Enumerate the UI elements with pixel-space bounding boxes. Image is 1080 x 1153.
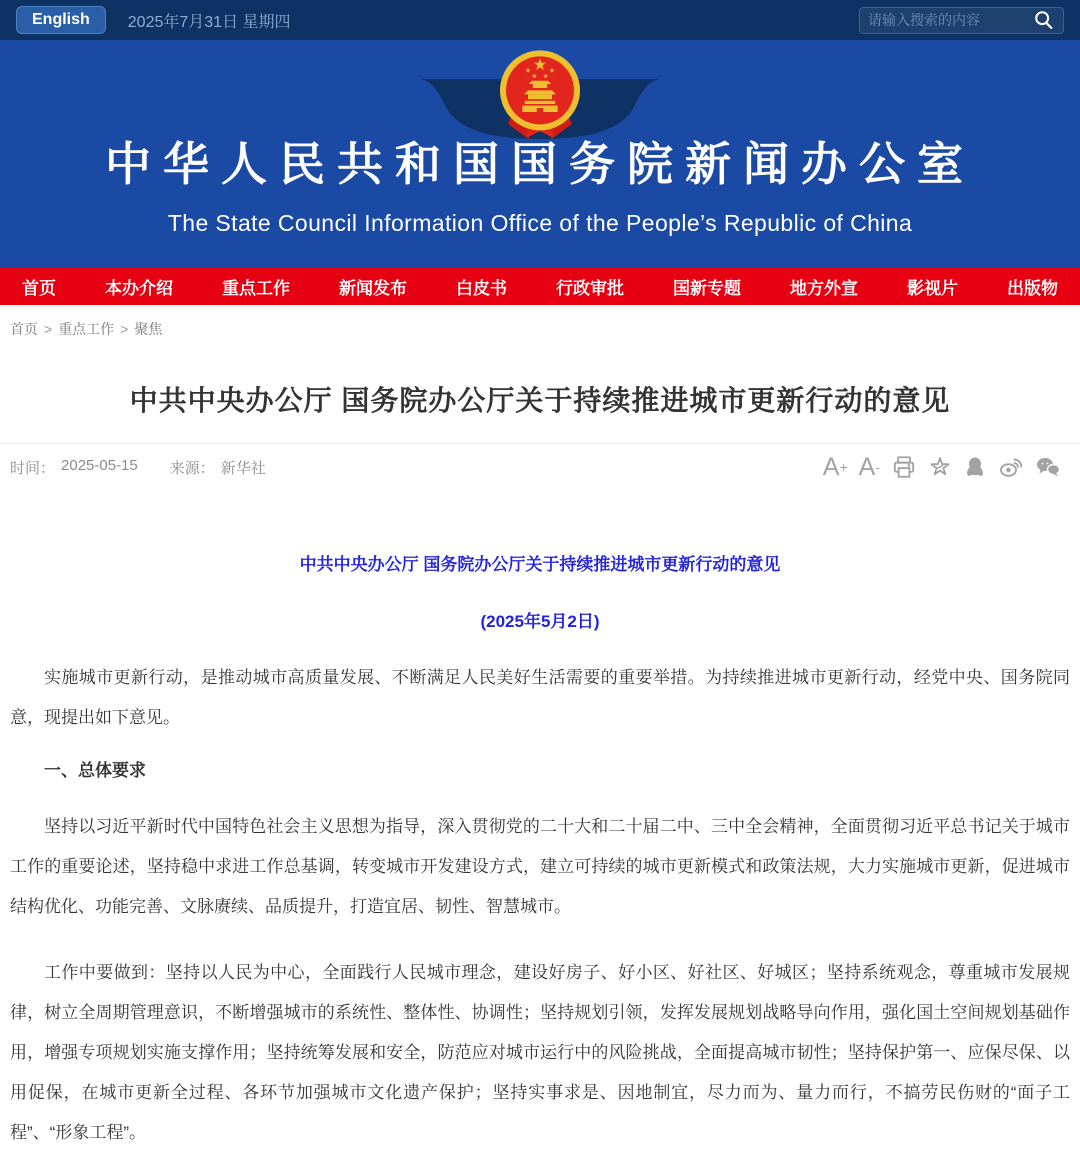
nav-item-about[interactable]: 本办介绍 [101, 274, 177, 299]
print-button[interactable] [891, 454, 917, 480]
nav-item-key-work[interactable]: 重点工作 [218, 274, 294, 299]
nav-item-special-topics[interactable]: 国新专题 [669, 274, 745, 299]
paragraph-work-principles: 工作中要做到：坚持以人民为中心，全面践行人民城市理念，建设好房子、好小区、好社区、好城区；坚持系统观念，尊重城市发展规律，树立全周期管理意识，不断增强城市的系统性、整体性、协调性；坚持规划引领，发挥发展规划战略导向作用，强化国土空间规划基础作用，增强专项规划实施支撑作用；坚持统筹发展和安全，防范应对城市运行中的风险挑战，全面提高城市韧性；坚持保护第一、应保尽保、以用促保，在城市更新全过程、各环节加强城市文化遗产保护；坚持实事求是、因地制宜，尽力而为、量力而行，不搞劳民伤财的“面子工程”、“形象工程”。 [10, 963, 1070, 1142]
font-increase-sign: + [839, 459, 848, 475]
nav-item-home[interactable]: 首页 [18, 274, 60, 299]
site-header [0, 40, 1080, 267]
font-increase-label: A [822, 452, 840, 481]
search-input[interactable] [868, 12, 1033, 28]
china-national-emblem-icon [492, 46, 588, 151]
nav-item-films[interactable]: 影视片 [903, 274, 962, 299]
qq-share-icon [963, 455, 987, 479]
breadcrumb [0, 305, 1080, 349]
source-label: 来源： [169, 459, 215, 477]
font-decrease-label: A [858, 452, 876, 481]
wechat-share-icon [1035, 455, 1062, 479]
article-meta [10, 457, 266, 478]
weibo-share-button[interactable] [998, 455, 1024, 479]
publish-date: 2025-05-15 [61, 456, 138, 474]
font-decrease-button[interactable] [858, 452, 880, 481]
search-icon [1033, 9, 1055, 31]
site-search [859, 7, 1064, 34]
nav-item-local-publicity[interactable]: 地方外宣 [786, 274, 862, 299]
document-title: 中共中央办公厅 国务院办公厅关于持续推进城市更新行动的意见 [299, 555, 781, 574]
nav-item-administrative-approval[interactable]: 行政审批 [552, 274, 628, 299]
paragraph-guiding-ideology: 坚持以习近平新时代中国特色社会主义思想为指导，深入贯彻党的二十大和二十届二中、三中全会精神，全面贯彻习近平总书记关于城市工作的重要论述，坚持稳中求进工作总基调，转变城市开发建设方式，建立可持续的城市更新模式和政策法规，大力实施城市更新，促进城市结构优化、功能完善、文脉赓续、品质提升，打造宜居、韧性、智慧城市。 [10, 817, 1070, 916]
breadcrumb-focus[interactable]: 聚焦 [134, 321, 163, 337]
search-button[interactable] [1033, 9, 1055, 31]
breadcrumb-key-work[interactable]: 重点工作 [58, 321, 115, 337]
english-language-button[interactable]: English [16, 6, 106, 34]
article-meta-bar [0, 443, 1080, 488]
favorite-button[interactable] [928, 455, 952, 479]
favorite-star-icon [928, 455, 952, 479]
site-subtitle: The State Council Information Office of the People’s Republic of China [167, 210, 913, 236]
weibo-share-icon [998, 455, 1024, 479]
masthead [0, 0, 1080, 267]
nav-item-press[interactable]: 新闻发布 [335, 274, 411, 299]
font-increase-button[interactable] [822, 452, 848, 481]
source-value: 新华社 [220, 459, 266, 477]
article-toolbar [823, 454, 1070, 480]
article-body [0, 550, 1080, 1153]
qq-share-button[interactable] [963, 455, 987, 479]
article-page-title: 中共中央办公厅 国务院办公厅关于持续推进城市更新行动的意见 [129, 385, 951, 416]
breadcrumb-separator: > [120, 321, 129, 337]
breadcrumb-separator: > [44, 321, 53, 337]
print-icon [891, 454, 917, 480]
nav-item-publications[interactable]: 出版物 [1003, 274, 1062, 299]
document-date: (2025年5月2日) [480, 612, 600, 631]
nav-item-whitepapers[interactable]: 白皮书 [452, 274, 511, 299]
wechat-share-button[interactable] [1035, 455, 1062, 479]
font-decrease-sign: - [875, 459, 880, 475]
current-date: 2025年7月31日 星期四 [127, 13, 291, 31]
top-utility-bar [0, 0, 1080, 40]
main-navigation [0, 267, 1080, 305]
breadcrumb-home[interactable]: 首页 [10, 321, 38, 337]
paragraph-intro: 实施城市更新行动，是推动城市高质量发展、不断满足人民美好生活需要的重要举措。为持续推进城市更新行动，经党中央、国务院同意，现提出如下意见。 [10, 668, 1070, 727]
site-title: 中华人民共和国国务院新闻办公室 [105, 138, 975, 190]
time-label: 时间： [10, 459, 56, 477]
section-heading-overall-requirements: 一、总体要求 [44, 761, 146, 780]
